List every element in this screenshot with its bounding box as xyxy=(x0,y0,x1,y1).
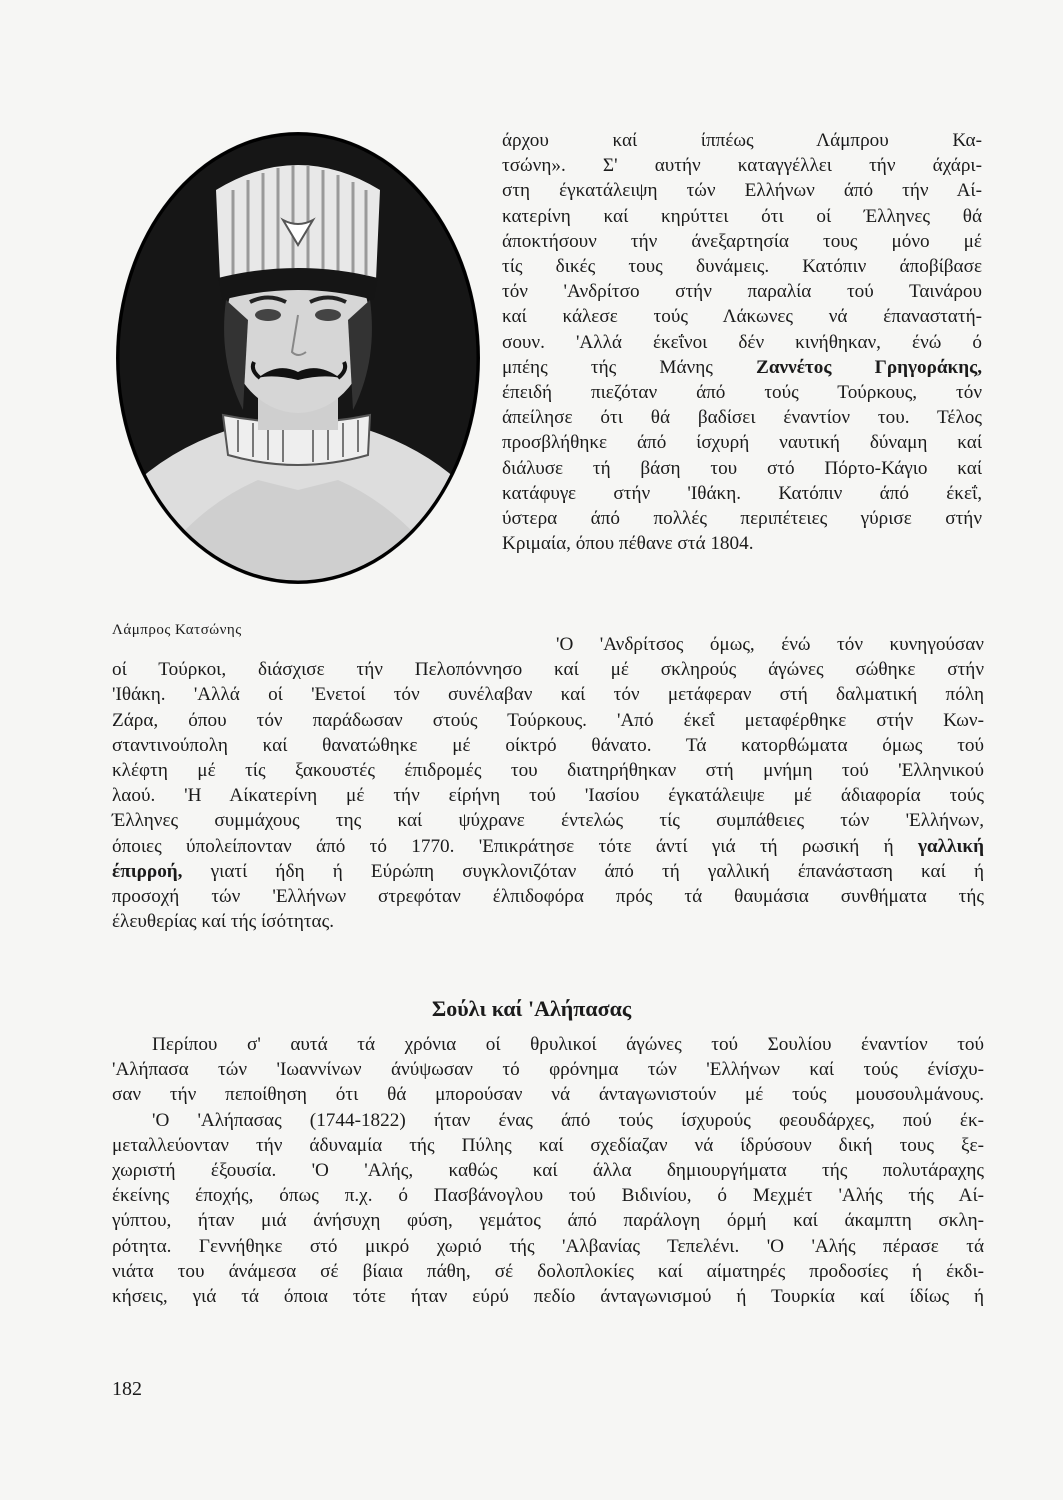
text-line: οί Τούρκοι, διάσχισε τήν Πελοπόννησο καί μέ σκληρούς άγώνες σώθηκε στήν xyxy=(112,659,984,681)
text-line: προσβλήθηκε άπό ίσχυρή ναυτική δύναμη καί xyxy=(502,432,982,454)
paragraph-souli xyxy=(112,1032,984,1309)
portrait-image xyxy=(108,130,488,590)
section-heading: Σούλι καί 'Αλήπασας xyxy=(431,996,632,1021)
text-line: σαν τήν πεποίθηση ότι θά μπορούσαν νά άνταγωνιστούν μέ τούς μουσουλμάνους. xyxy=(112,1084,984,1106)
text-line: έπειδή πιεζόταν άπό τούς Τούρκους, τόν xyxy=(502,382,982,404)
text-line: ρότητα. Γεννήθηκε στό μικρό χωριό τής 'Αλβανίας Τεπελένι. 'Ο 'Αλής πέρασε τά xyxy=(112,1235,984,1257)
text-line: ύστερα άπό πολλές περιπέτειες γύρισε στήν xyxy=(502,508,982,530)
text-column xyxy=(502,128,982,556)
text-line: έκείνης έποχής, όπως π.χ. ό Πασβάνογλου τού Βιδινίου, ό Μεχμέτ 'Αλής τής Αί- xyxy=(112,1185,984,1207)
text-fragment: γιατί ήδη ή Εύρώπη συγκλονιζόταν άπό τή γαλλική έπανάσταση καί ή xyxy=(210,860,984,882)
text-line: σουν. 'Αλλά έκεΐνοι δέν κινήθηκαν, ένώ ό xyxy=(502,331,982,353)
text-line: μεταλλεύονταν τήν άδυναμία τής Πύλης καί σχεδίαζαν νά ίδρύσουν δική τους ξε- xyxy=(112,1134,984,1156)
text-line: τίς δικές τους δυνάμεις. Κατόπιν άποβίβασε xyxy=(502,256,982,278)
text-line: κατάφυγε στήν 'Ιθάκη. Κατόπιν άπό έκεΐ, xyxy=(502,482,982,504)
text-line: κλέφτη μέ τίς ξακουστές έπιδρομές του διατηρήθηκαν στή μνήμη τού 'Ελληνικού xyxy=(112,760,984,782)
bold-term: έπιρροή, xyxy=(112,860,183,882)
text-line: διάλυσε τή βάση του στό Πόρτο-Κάγιο καί xyxy=(502,457,982,479)
page-number: 182 xyxy=(112,1378,142,1400)
text-line: 'Ο 'Αλήπασας (1744-1822) ήταν ένας άπό τούς ίσχυρούς φεουδάρχες, πού έκ- xyxy=(152,1109,984,1131)
text-line: στη έγκατάλειψη τών Ελλήνων άπό τήν Αί- xyxy=(502,180,982,202)
bold-term: γαλλική xyxy=(917,835,984,857)
text-line: τσώνη». Σ' αυτήν καταγγέλλει τήν άχάρι- xyxy=(502,155,982,177)
text-fragment: όποιες ύπολείπονταν άπό τό 1770. 'Επικράτησε τότε άντί γιά τή ρωσική ή xyxy=(112,835,894,857)
text-line: άποκτήσουν τήν άνεξαρτησία τους μόνο μέ xyxy=(502,230,982,252)
text-line: γύπτου, ήταν μιά άνήσυχη φύση, γεμάτος άπό παράλογη όρμή καί άκαμπτη σκλη- xyxy=(112,1210,984,1232)
paragraph-main xyxy=(112,632,984,934)
figure-caption: Λάμπρος Κατσώνης xyxy=(112,622,242,638)
text-line: τόν 'Ανδρίτσο στήν παραλία τού Ταινάρου xyxy=(502,281,982,303)
text-line xyxy=(112,859,984,884)
text-line xyxy=(502,355,982,380)
text-line: Ζάρα, όπου τόν παράδωσαν στούς Τούρκους. 'Από έκεΐ μεταφέρθηκε στήν Κων- xyxy=(112,709,984,731)
text-line: 'Αλήπασα τών 'Ιωαννίνων άνύψωσαν τό φρόνημα τών 'Ελλήνων καί τούς ένίσχυ- xyxy=(112,1059,984,1081)
text-fragment: μπέης τής Μάνης xyxy=(502,356,713,378)
text-line: καί κάλεσε τούς Λάκωνες νά έπαναστατή- xyxy=(502,306,982,328)
text-line: λαού. 'Η Αίκατερίνη μέ τήν είρήνη τού 'Ιασίου έγκατάλειψε μέ άδιαφορία τούς xyxy=(112,785,984,807)
text-line: 'Ιθάκη. 'Αλλά οί 'Ενετοί τόν συνέλαβαν καί τόν μετάφεραν στή δαλματική πόλη xyxy=(112,684,984,706)
text-line: σταντινούπολη καί θανατώθηκε μέ οίκτρό θάνατο. Τά κατορθώματα όμως τού xyxy=(112,734,984,756)
text-line: προσοχή τών 'Ελλήνων στρεφόταν έλπιδοφόρα πρός τά θαυμάσια συνθήματα τής xyxy=(112,886,984,908)
text-line: Περίπου σ' αυτά τά χρόνια οί θρυλικοί άγώνες τού Σουλίου έναντίον τού xyxy=(152,1034,984,1055)
text-line: κήσεις, γιά τά όποια τότε ήταν εύρύ πεδίο άνταγωνισμού ή Τουρκία καί ίδίως ή xyxy=(112,1286,984,1308)
text-line: έλευθερίας καί τής ίσότητας. xyxy=(112,911,335,933)
text-line: νιάτα του άνάμεσα σέ βίαια πάθη, σέ δολοπλοκίες καί αίματηρές προδοσίες ή έκδι- xyxy=(112,1260,984,1282)
text-line xyxy=(112,834,984,859)
text-line: χωριστή έξουσία. 'Ο 'Αλής, καθώς καί άλλα δημιουργήματα τής πολυτάραχης xyxy=(112,1160,984,1182)
text-line: Κριμαία, όπου πέθανε στά 1804. xyxy=(502,533,754,555)
bold-name: Ζαννέτος Γρηγοράκης, xyxy=(756,356,982,378)
text-line: Έλληνες συμμάχους της καί ψύχρανε έντελώς τίς συμπάθειες τών 'Ελλήνων, xyxy=(112,810,984,832)
text-line: κατερίνη καί κηρύττει ότι οί Έλληνες θά xyxy=(502,205,982,227)
text-line: άπείλησε ότι θά βαδίσει έναντίον του. Τέλος xyxy=(502,407,982,429)
text-line: άρχου καί ίππέως Λάμπρου Κα- xyxy=(502,130,982,151)
text-line: 'Ο 'Ανδρίτσος όμως, ένώ τόν κυνηγούσαν xyxy=(556,634,984,655)
